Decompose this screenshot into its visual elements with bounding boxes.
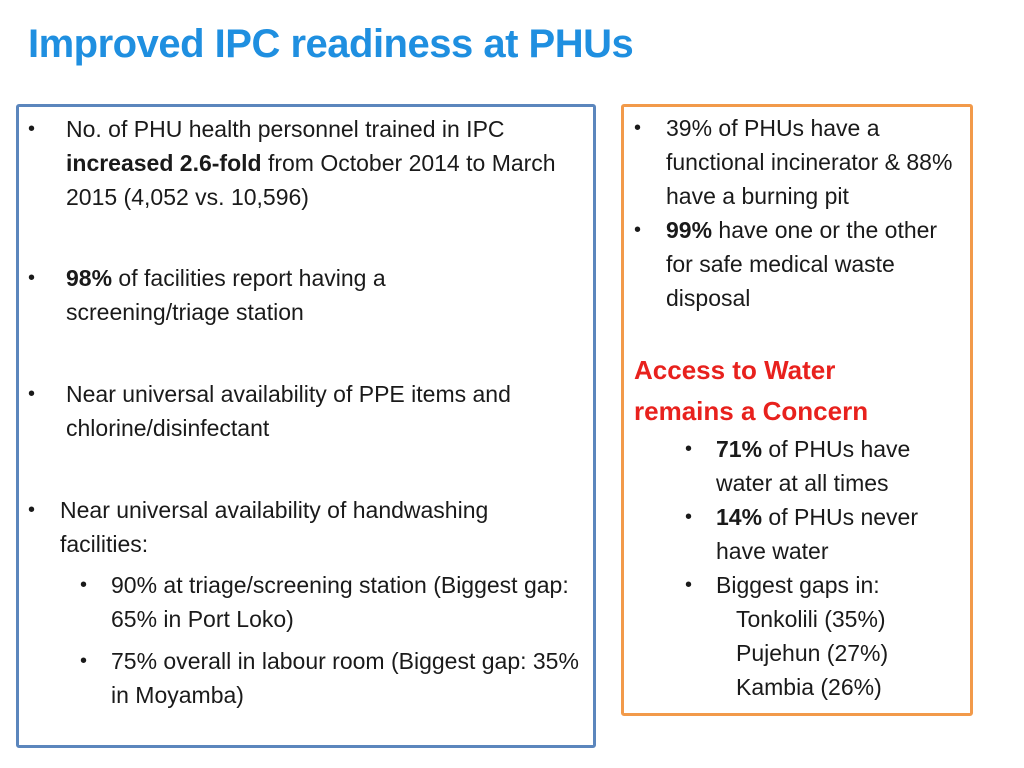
handwashing-triage-subitem: 90% at triage/screening station (Biggest gap: 65% in Port Loko) <box>111 572 569 632</box>
bullet-icon: • <box>28 499 36 521</box>
gap-pujehun: Pujehun (27%) <box>736 640 889 666</box>
bullet-icon: • <box>634 117 642 139</box>
bullet-icon: • <box>28 267 36 289</box>
bullet-icon: • <box>685 506 693 528</box>
bullet-icon: • <box>28 118 36 140</box>
bullet-icon: • <box>685 438 693 460</box>
screening-station-item: 98% of facilities report having a screening/triage station <box>66 265 386 325</box>
slide-title: Improved IPC readiness at PHUs <box>28 22 634 66</box>
bullet-icon: • <box>634 219 642 241</box>
bullet-icon: • <box>80 650 88 672</box>
bullet-icon: • <box>28 383 36 405</box>
water-always-item: 71% of PHUs have water at all times <box>716 436 911 496</box>
gap-tonkolili: Tonkolili (35%) <box>736 606 886 632</box>
water-heading-line1: Access to Water <box>634 355 836 385</box>
waste-disposal-item: 99% have one or the other for safe medical waste disposal <box>666 217 938 311</box>
bullet-icon: • <box>80 574 88 596</box>
gap-kambia: Kambia (26%) <box>736 674 882 700</box>
handwashing-item: Near universal availability of handwashing facilities: <box>60 497 489 557</box>
water-heading-line2: remains a Concern <box>634 396 869 426</box>
bullet-icon: • <box>685 574 693 596</box>
incinerator-item: 39% of PHUs have a functional incinerator & 88% have a burning pit <box>666 115 953 209</box>
biggest-gaps-item: Biggest gaps in: <box>716 572 880 598</box>
ppe-availability-item: Near universal availability of PPE items and chlorine/disinfectant <box>66 381 511 441</box>
handwashing-labour-subitem: 75% overall in labour room (Biggest gap: 35% in Moyamba) <box>111 648 579 708</box>
trained-personnel-item: No. of PHU health personnel trained in IPC increased 2.6-fold from October 2014 to March 2015 (4,052 vs. 10,596) <box>66 116 556 210</box>
water-never-item: 14% of PHUs never have water <box>716 504 918 564</box>
